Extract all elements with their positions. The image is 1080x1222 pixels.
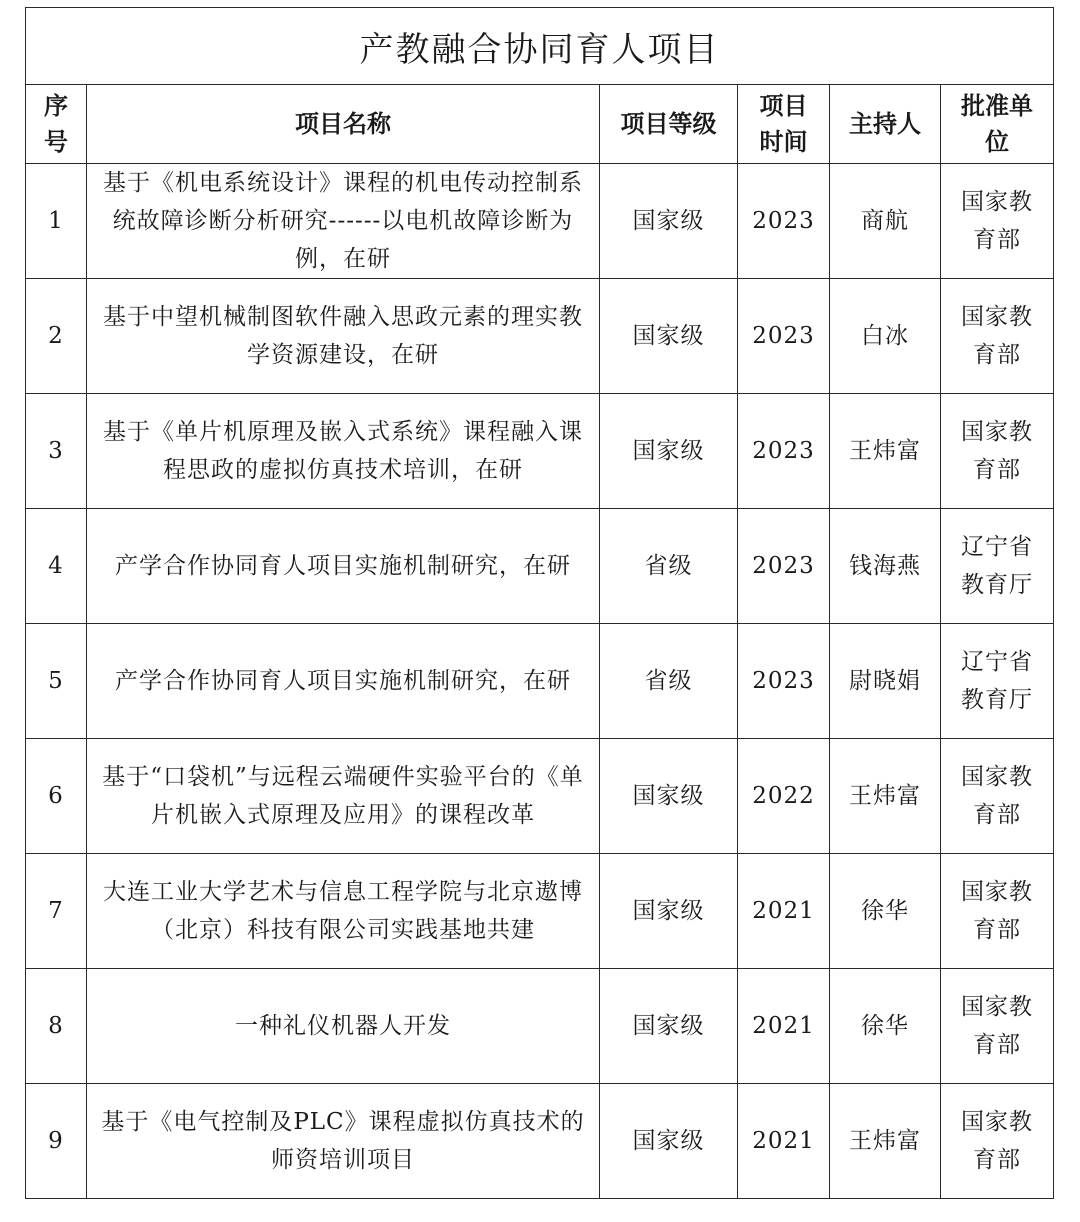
cell-no: 4 (26, 509, 87, 624)
cell-unit: 国家教育部 (941, 279, 1054, 394)
cell-unit: 国家教育部 (941, 1084, 1054, 1199)
header-row (26, 85, 1054, 164)
cell-no: 8 (26, 969, 87, 1084)
cell-host: 白冰 (830, 279, 941, 394)
cell-name: 基于《单片机原理及嵌入式系统》课程融入课程思政的虚拟仿真技术培训，在研 (87, 394, 600, 509)
cell-no: 2 (26, 279, 87, 394)
table-title: 产教融合协同育人项目 (26, 8, 1054, 85)
header-level: 项目等级 (600, 85, 738, 164)
cell-year: 2021 (738, 1084, 830, 1199)
cell-year: 2022 (738, 739, 830, 854)
project-table-sheet (25, 7, 1053, 1199)
cell-host: 商航 (830, 164, 941, 279)
cell-no: 3 (26, 394, 87, 509)
header-name: 项目名称 (87, 85, 600, 164)
cell-year: 2023 (738, 394, 830, 509)
cell-level: 国家级 (600, 739, 738, 854)
cell-name: 基于“口袋机”与远程云端硬件实验平台的《单片机嵌入式原理及应用》的课程改革 (87, 739, 600, 854)
table-row (26, 854, 1054, 969)
cell-name: 大连工业大学艺术与信息工程学院与北京遨博（北京）科技有限公司实践基地共建 (87, 854, 600, 969)
cell-unit: 国家教育部 (941, 394, 1054, 509)
cell-unit: 国家教育部 (941, 969, 1054, 1084)
cell-unit: 辽宁省教育厅 (941, 624, 1054, 739)
cell-host: 尉晓娟 (830, 624, 941, 739)
cell-no: 6 (26, 739, 87, 854)
cell-year: 2021 (738, 969, 830, 1084)
cell-host: 王炜富 (830, 394, 941, 509)
table-row (26, 624, 1054, 739)
cell-name: 基于《电气控制及PLC》课程虚拟仿真技术的师资培训项目 (87, 1084, 600, 1199)
cell-level: 国家级 (600, 1084, 738, 1199)
cell-year: 2023 (738, 624, 830, 739)
cell-unit: 国家教育部 (941, 739, 1054, 854)
cell-host: 徐华 (830, 854, 941, 969)
cell-host: 徐华 (830, 969, 941, 1084)
cell-name: 产学合作协同育人项目实施机制研究，在研 (87, 624, 600, 739)
cell-no: 1 (26, 164, 87, 279)
cell-level: 省级 (600, 509, 738, 624)
cell-unit: 辽宁省教育厅 (941, 509, 1054, 624)
header-no: 序号 (26, 85, 87, 164)
cell-level: 国家级 (600, 969, 738, 1084)
cell-name: 产学合作协同育人项目实施机制研究，在研 (87, 509, 600, 624)
title-row (26, 8, 1054, 85)
project-table (25, 7, 1054, 1199)
table-row (26, 969, 1054, 1084)
cell-level: 国家级 (600, 854, 738, 969)
table-row (26, 394, 1054, 509)
table-row (26, 1084, 1054, 1199)
table-row (26, 509, 1054, 624)
header-year: 项目时间 (738, 85, 830, 164)
cell-level: 省级 (600, 624, 738, 739)
header-unit: 批准单位 (941, 85, 1054, 164)
cell-host: 王炜富 (830, 1084, 941, 1199)
table-row (26, 279, 1054, 394)
cell-no: 9 (26, 1084, 87, 1199)
cell-year: 2023 (738, 164, 830, 279)
cell-host: 钱海燕 (830, 509, 941, 624)
cell-year: 2021 (738, 854, 830, 969)
cell-name: 基于《机电系统设计》课程的机电传动控制系统故障诊断分析研究------以电机故障诊断为例，在研 (87, 164, 600, 279)
cell-level: 国家级 (600, 164, 738, 279)
cell-name: 基于中望机械制图软件融入思政元素的理实教学资源建设，在研 (87, 279, 600, 394)
cell-unit: 国家教育部 (941, 854, 1054, 969)
cell-host: 王炜富 (830, 739, 941, 854)
cell-unit: 国家教育部 (941, 164, 1054, 279)
cell-level: 国家级 (600, 279, 738, 394)
cell-no: 7 (26, 854, 87, 969)
cell-level: 国家级 (600, 394, 738, 509)
table-row (26, 739, 1054, 854)
cell-year: 2023 (738, 279, 830, 394)
header-host: 主持人 (830, 85, 941, 164)
cell-year: 2023 (738, 509, 830, 624)
cell-no: 5 (26, 624, 87, 739)
table-row (26, 164, 1054, 279)
table-body (26, 164, 1054, 1199)
cell-name: 一种礼仪机器人开发 (87, 969, 600, 1084)
